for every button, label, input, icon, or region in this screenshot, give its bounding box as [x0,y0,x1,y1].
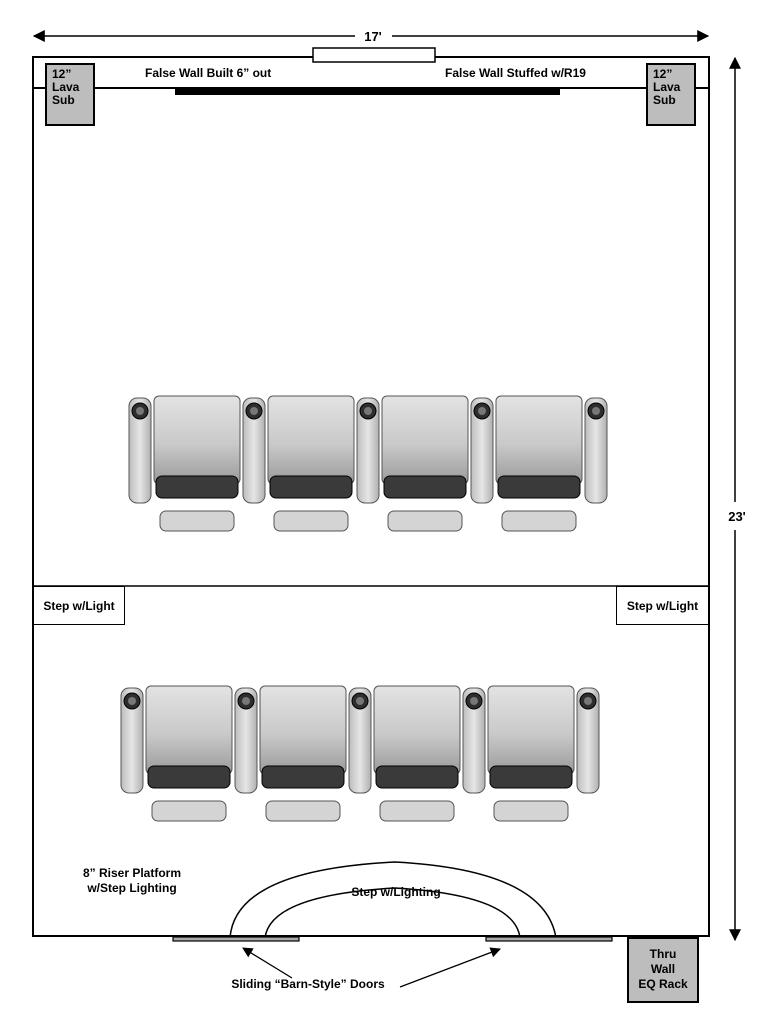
front-row-recliner-seat [382,396,468,531]
right-step-label: Step w/Light [626,598,699,613]
width-dimension-label: 17' [364,29,382,44]
door-arrow-right [400,949,500,987]
right-step [616,586,709,625]
rear-row-armrest [235,688,257,793]
left-sliding-door [173,937,299,941]
front-row-recliner-seat [154,396,240,531]
doors-label: Sliding “Barn-Style” Doors [231,977,385,991]
front-row-armrest [585,398,607,503]
front-row-recliner-seat [496,396,582,531]
left-sub-size: 12” [52,67,72,81]
left-step-label: Step w/Light [43,598,115,613]
rear-row-recliner-seat [488,686,574,821]
riser-note-line2: w/Step Lighting [87,881,177,895]
right-sub-size: 12” [653,67,673,81]
rear-row-armrest [463,688,485,793]
eq-rack-line3: EQ Rack [638,977,688,991]
rear-row-recliner-seat [260,686,346,821]
rear-row-recliner-seat [374,686,460,821]
front-row-recliner-seat [268,396,354,531]
entry-step-outer-arc [230,862,556,938]
screen-box [313,48,435,62]
entry-step-label: Step w/Lighting [351,885,441,899]
rear-row-armrest [121,688,143,793]
eq-rack [627,937,699,1003]
front-row-armrest [243,398,265,503]
rear-row-armrest [577,688,599,793]
front-row-armrest [357,398,379,503]
riser-note-line1: 8” Riser Platform [82,866,182,880]
left-sub-brand: Lava [52,80,80,94]
front-row-armrest [471,398,493,503]
left-step [33,586,125,625]
right-sliding-door [486,937,612,941]
front-row-armrest [129,398,151,503]
riser-note [52,866,212,896]
right-sub-brand: Lava [653,80,681,94]
screen-bar [175,88,560,95]
eq-rack-line1: Thru [649,947,677,961]
rear-row-recliner-seat [146,686,232,821]
right-sub-type: Sub [653,93,676,107]
right-subwoofer [646,63,696,126]
left-sub-type: Sub [52,93,75,107]
rear-row-armrest [349,688,371,793]
door-arrow-left [243,948,292,978]
front-seating-row [129,396,607,531]
depth-dimension-label: 23' [728,509,746,524]
false-wall-right-note: False Wall Stuffed w/R19 [445,66,586,80]
rear-seating-row [121,686,599,821]
left-subwoofer [45,63,95,126]
eq-rack-line2: Wall [650,962,676,976]
false-wall-left-note: False Wall Built 6” out [145,66,272,80]
